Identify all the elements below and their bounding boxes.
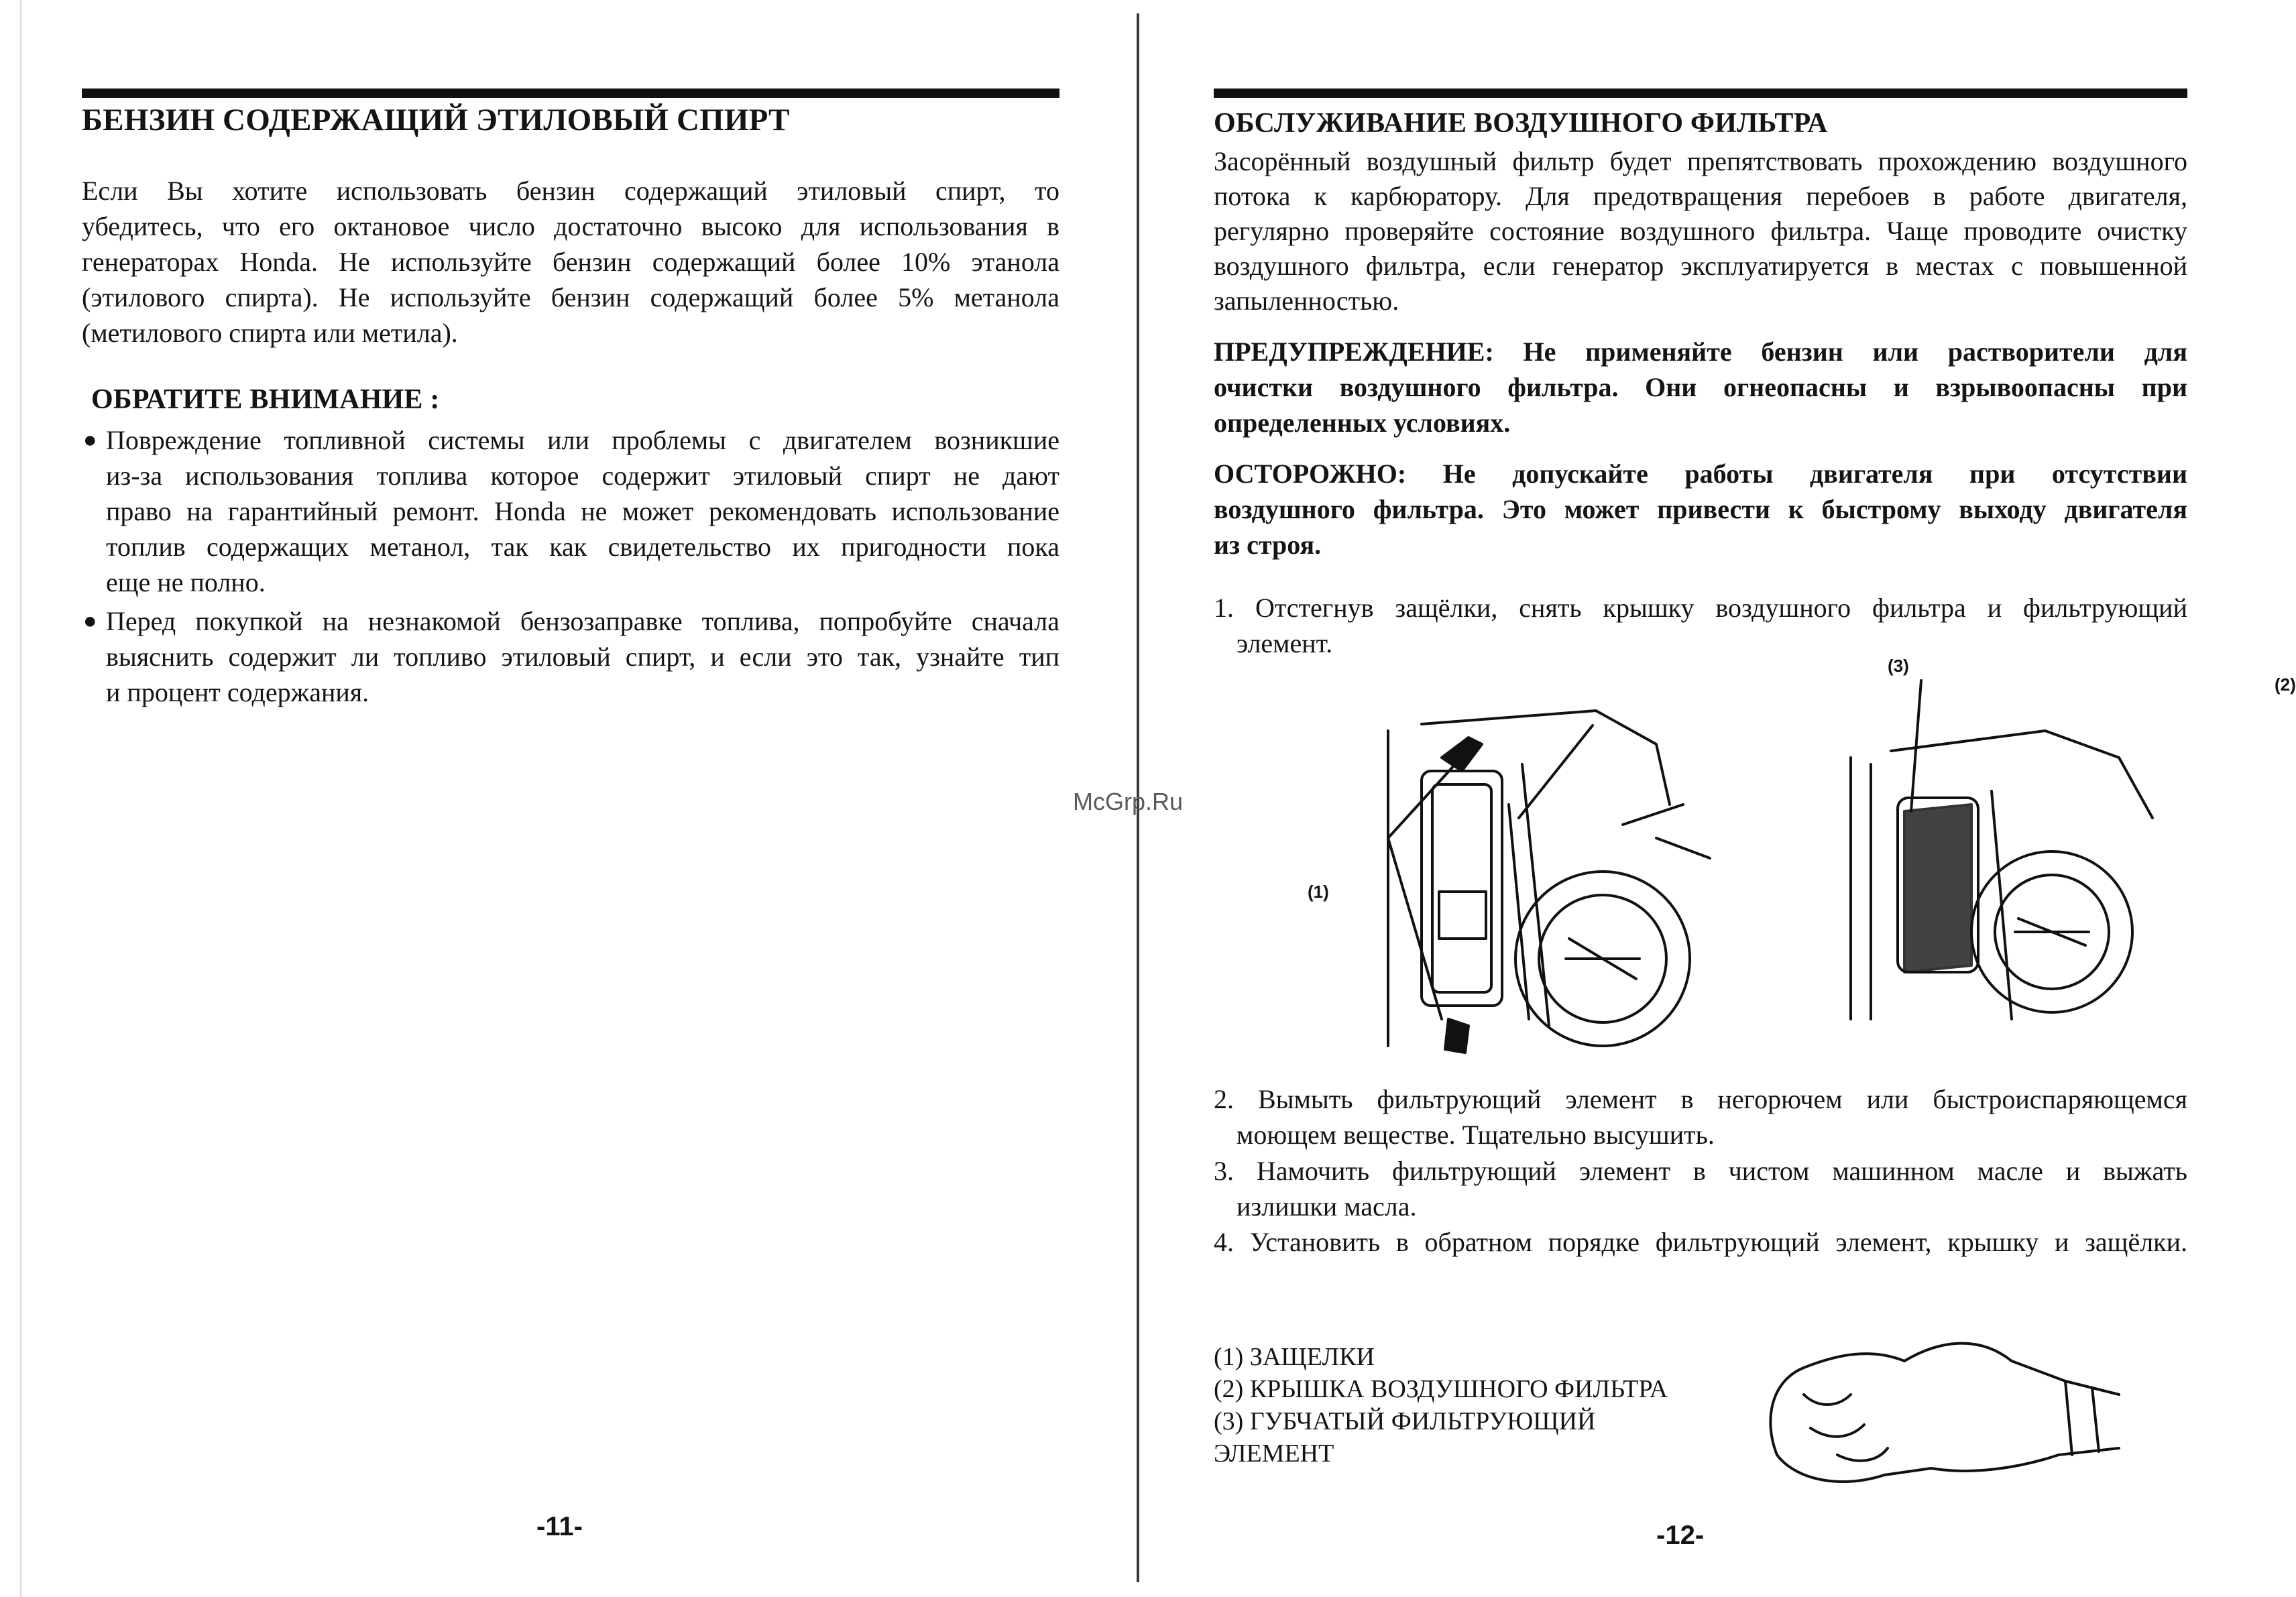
finger-lines <box>1804 1395 1888 1461</box>
text-line: 3. Намочить фильтрующий элемент в чистом машинном масле и выжать <box>1214 1156 2187 1186</box>
text-line: Засорённый воздушный фильтр будет препятствовать прохождению воздушного <box>1214 146 2187 176</box>
bullet-dot-icon: ● <box>83 428 97 453</box>
text-line: убедитесь, что его октановое число достаточно высоко для использования в <box>82 211 1059 241</box>
text-line: воздушного фильтра, если генератор эксплуатируется в местах с повышенной <box>1214 251 2187 281</box>
hand-squeeze-figure <box>1757 1321 2132 1495</box>
left-page-heading: БЕНЗИН СОДЕРЖАЩИЙ ЭТИЛОВЫЙ СПИРТ <box>82 103 790 137</box>
starter-marks <box>2015 919 2089 945</box>
starter-marks <box>1566 939 1640 979</box>
legend-item: ЭЛЕМЕНТ <box>1214 1439 1334 1468</box>
callout-label-2: (2) <box>2275 674 2296 695</box>
legend-item: (2) КРЫШКА ВОЗДУШНОГО ФИЛЬТРА <box>1214 1375 1668 1403</box>
tube-lines <box>1623 805 1710 858</box>
cuff-lines <box>2065 1381 2099 1455</box>
text-line: потока к карбюратору. Для предотвращения перебоев в работе двигателя, <box>1214 181 2187 211</box>
left-page <box>0 0 1133 1597</box>
text-line: еще не полно. <box>106 567 266 597</box>
text-line: (этилового спирта). Не используйте бензин содержащий более 5% метанола <box>82 282 1059 312</box>
watermark: McGrp.Ru <box>1073 788 1184 815</box>
text-line: Если Вы хотите использовать бензин содержащий этиловый спирт, то <box>82 176 1059 206</box>
callout-label-3: (3) <box>1888 656 1909 676</box>
figure-frame-line <box>1851 758 1871 1019</box>
text-line: ОСТОРОЖНО: Не допускайте работы двигателя при отсутствии <box>1214 459 2187 489</box>
housing-lines <box>1992 791 2012 1019</box>
text-line: из-за использования топлива которое содержит этиловый спирт не дают <box>106 461 1059 491</box>
text-line: регулярно проверяйте состояние воздушного фильтра. Чаще проводите очистку <box>1214 216 2187 246</box>
text-line: элемент. <box>1237 628 1333 658</box>
engine-outline <box>1891 731 2152 818</box>
text-line: воздушного фильтра. Это может привести к быстрому выходу двигателя <box>1214 494 2187 524</box>
text-line: выяснить содержит ли топливо этиловый спирт, и если это так, узнайте тип <box>106 642 1059 672</box>
filter-cover-inner <box>1432 784 1491 992</box>
heading-rule <box>82 88 1059 98</box>
filter-cover-window <box>1439 892 1486 939</box>
hand-outline-bottom <box>1777 1448 2119 1482</box>
text-line: Перед покупкой на незнакомой бензозаправке топлива, попробуйте сначала <box>106 606 1059 636</box>
lower-clip <box>1445 1019 1469 1053</box>
text-line: 1. Отстегнув защёлки, снять крышку воздушного фильтра и фильтрующий <box>1214 593 2187 623</box>
foam-element-shading <box>1904 805 1971 972</box>
callout-2-leader <box>1519 725 1593 818</box>
right-page <box>1133 0 2296 1597</box>
text-line: право на гарантийный ремонт. Honda не может рекомендовать использование <box>106 496 1059 526</box>
text-line: Повреждение топливной системы или проблемы с двигателем возникшие <box>106 425 1059 455</box>
text-line: ПРЕДУПРЕЖДЕНИЕ: Не применяйте бензин или растворители для <box>1214 337 2187 367</box>
text-line: определенных условиях. <box>1214 408 1511 438</box>
page-number: -12- <box>1656 1521 1705 1550</box>
callout-label-1: (1) <box>1308 882 1329 902</box>
air-filter-cover-figure <box>1308 670 1723 1059</box>
heading-rule <box>1214 88 2187 98</box>
right-page-heading: ОБСЛУЖИВАНИЕ ВОЗДУШНОГО ФИЛЬТРА <box>1214 108 1828 139</box>
notice-heading: ОБРАТИТЕ ВНИМАНИЕ : <box>91 384 440 415</box>
page-number: -11- <box>536 1512 583 1541</box>
legend-item: (1) ЗАЩЕЛКИ <box>1214 1343 1375 1371</box>
text-line: генераторах Honda. Не используйте бензин содержащий более 10% этанола <box>82 247 1059 277</box>
text-line: запыленностью. <box>1214 286 1399 316</box>
text-line: и процент содержания. <box>106 677 369 707</box>
step-4: 4. Установить в обратном порядке фильтрующий элемент, крышку и защёлки. <box>1214 1227 2187 1257</box>
text-line: топлив содержащих метанол, так как свидетельство их пригодности пока <box>106 532 1059 562</box>
text-line: моющем веществе. Тщательно высушить. <box>1237 1120 1715 1150</box>
legend-item: (3) ГУБЧАТЫЙ ФИЛЬТРУЮЩИЙ <box>1214 1407 1596 1435</box>
text-line: из строя. <box>1214 530 1322 560</box>
text-line: очистки воздушного фильтра. Они огнеопасны и взрывоопасны при <box>1214 372 2187 402</box>
air-filter-open-figure <box>1831 670 2179 1046</box>
text-line: 2. Вымыть фильтрующий элемент в негорючем или быстроиспаряющемся <box>1214 1084 2187 1114</box>
bullet-dot-icon: ● <box>83 609 97 634</box>
upper-clip <box>1442 737 1482 771</box>
text-line: излишки масла. <box>1237 1191 1417 1222</box>
text-line: (метилового спирта или метила). <box>82 318 458 348</box>
